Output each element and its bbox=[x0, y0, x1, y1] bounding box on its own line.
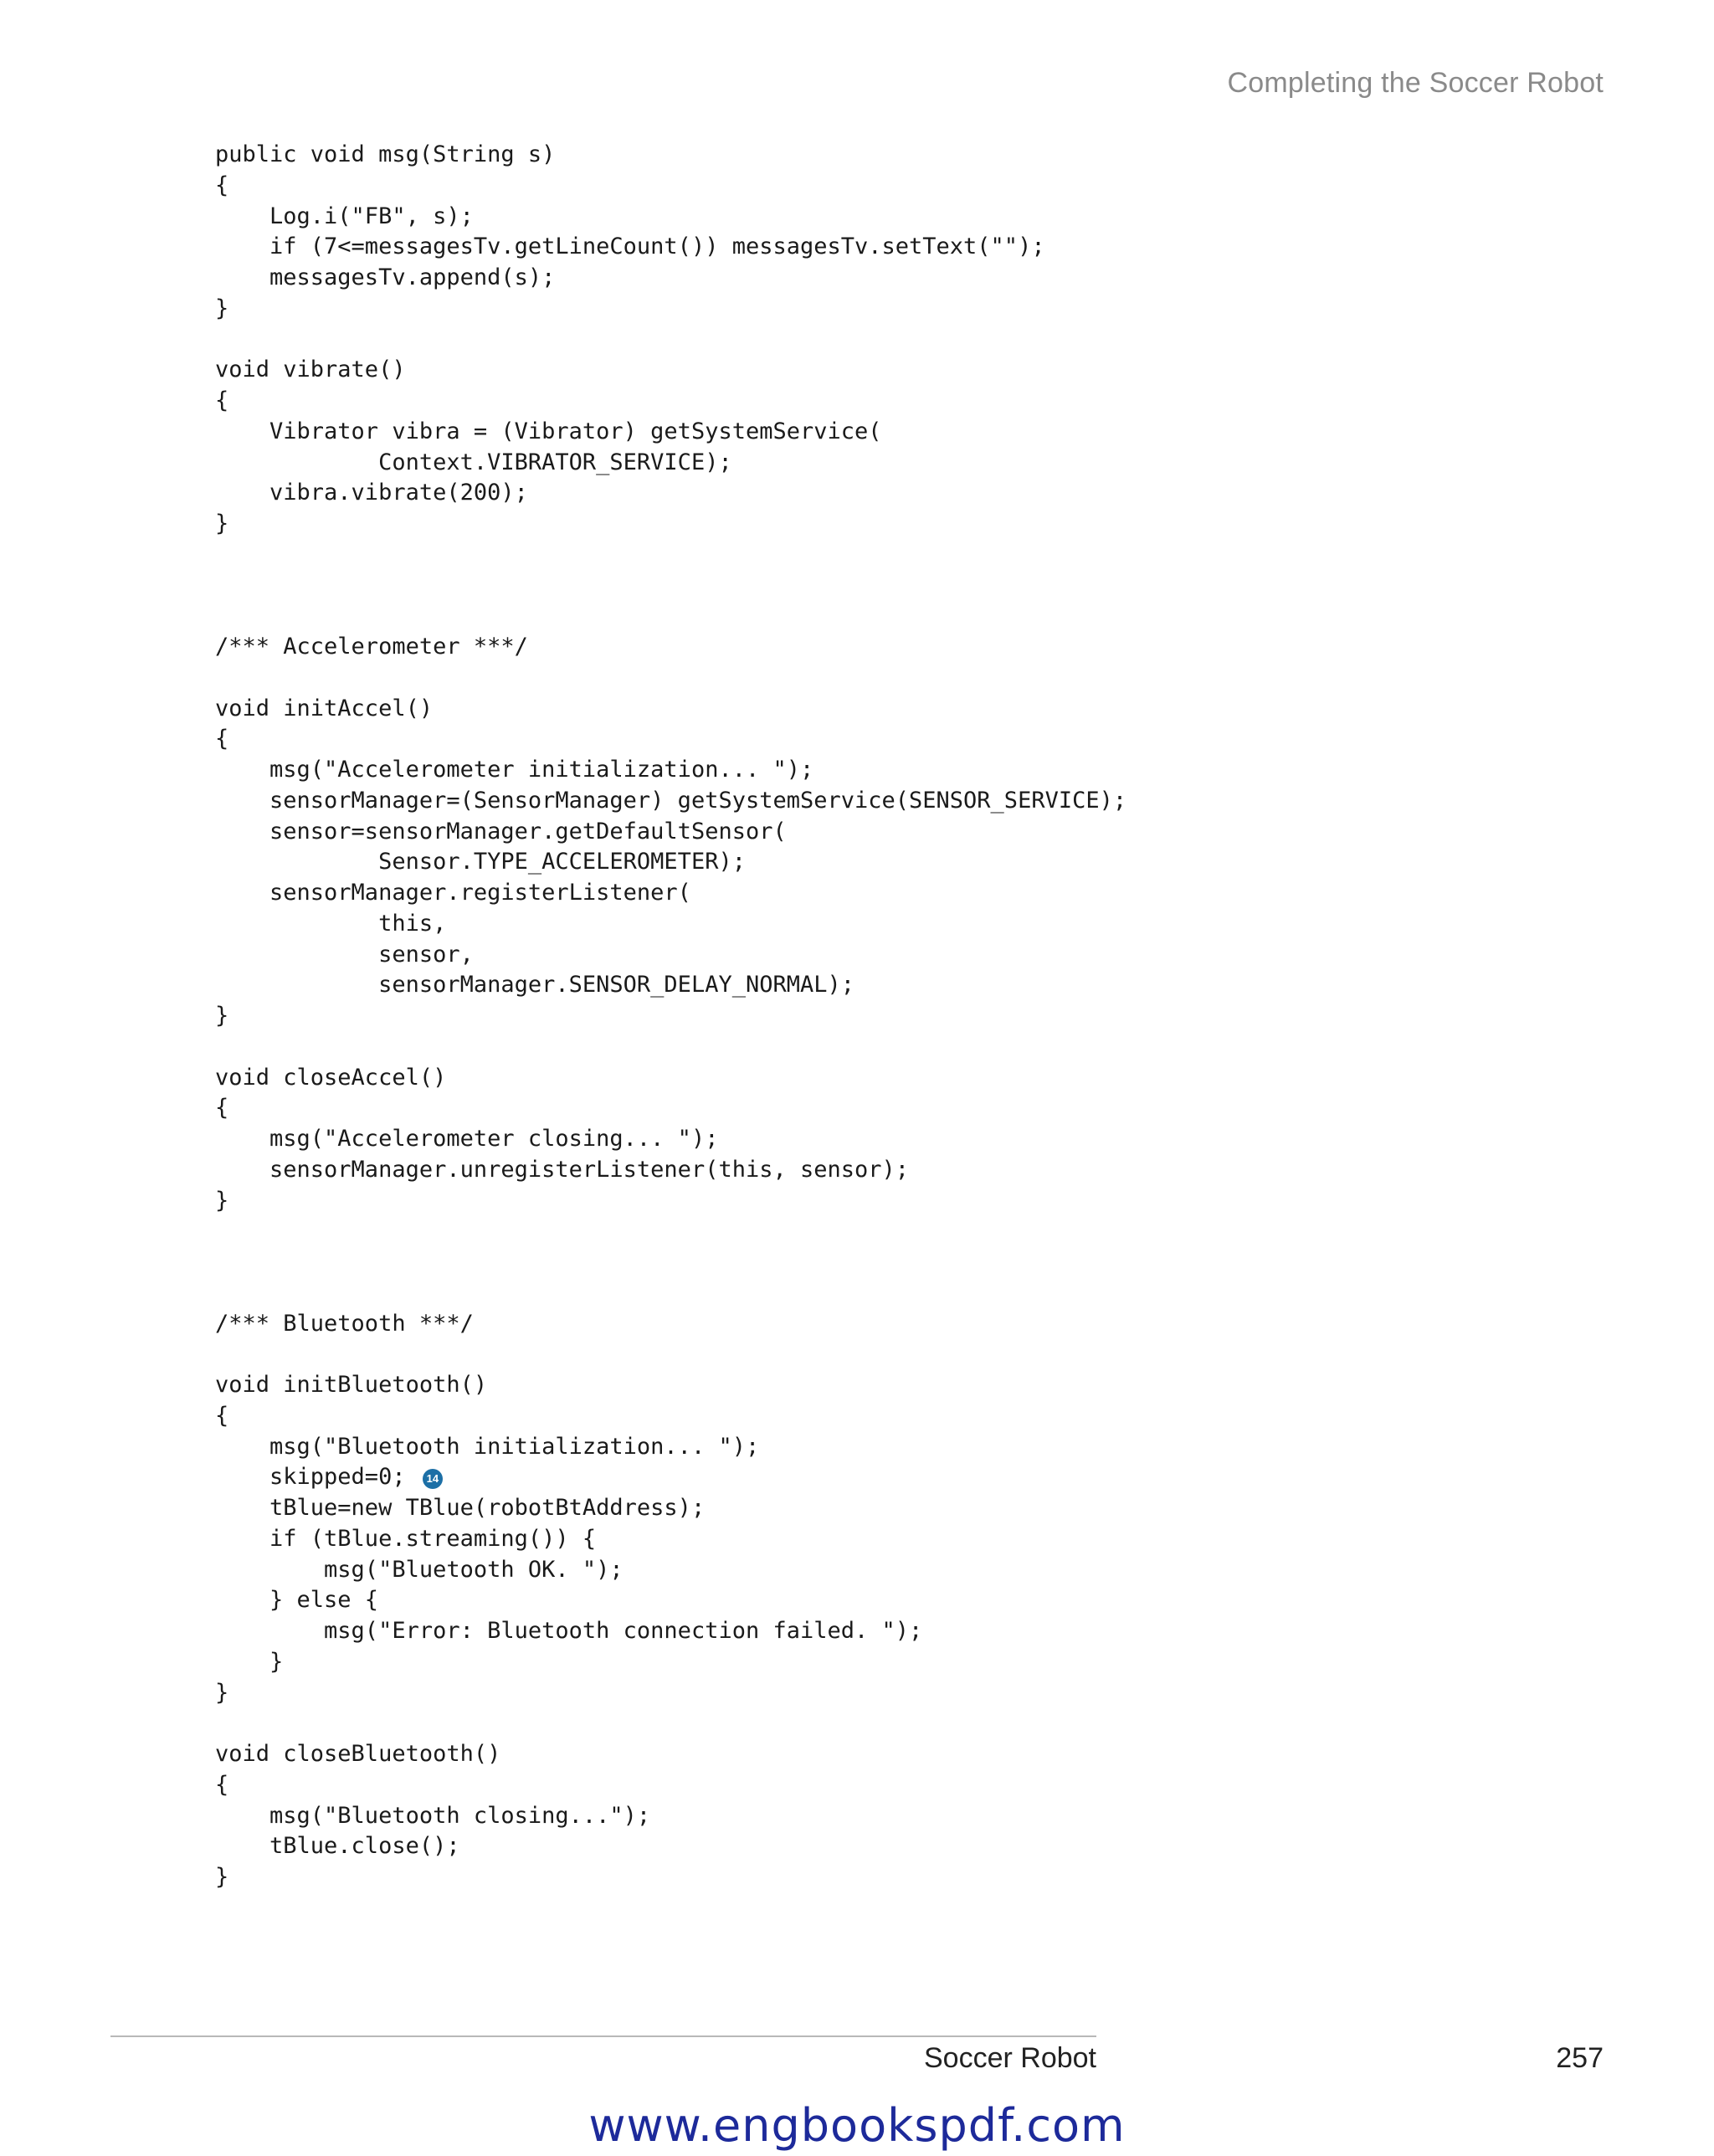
code-line: { bbox=[215, 388, 229, 413]
code-line: vibra.vibrate(200); bbox=[215, 480, 528, 506]
code-line: messagesTv.append(s); bbox=[215, 264, 556, 290]
code-line: public void msg(String s) bbox=[215, 141, 556, 167]
code-line: if (7<=messagesTv.getLineCount()) messagesTv.setText(""); bbox=[215, 234, 1045, 260]
code-line: Vibrator vibra = (Vibrator) getSystemService( bbox=[215, 418, 882, 444]
code-line: void closeBluetooth() bbox=[215, 1741, 501, 1767]
code-listing bbox=[215, 140, 1126, 1893]
code-line: msg("Accelerometer closing... "); bbox=[215, 1126, 719, 1152]
code-line: /*** Accelerometer ***/ bbox=[215, 634, 528, 660]
code-line: void initBluetooth() bbox=[215, 1372, 488, 1398]
code-line bbox=[215, 601, 1126, 632]
code-line: msg("Bluetooth initialization... "); bbox=[215, 1433, 760, 1460]
code-line: sensor=sensorManager.getDefaultSensor( bbox=[215, 818, 787, 844]
code-line: } bbox=[215, 1003, 229, 1029]
code-line: sensorManager=(SensorManager) getSystemService(SENSOR_SERVICE); bbox=[215, 787, 1127, 814]
code-line bbox=[215, 1278, 1126, 1309]
code-line bbox=[215, 663, 1126, 694]
code-line: msg("Bluetooth closing..."); bbox=[215, 1802, 651, 1829]
code-line-with-callout bbox=[215, 1462, 1126, 1493]
footer-divider bbox=[110, 2035, 1096, 2037]
watermark-link[interactable]: www.engbookspdf.com bbox=[588, 2099, 1126, 2152]
code-line: } bbox=[215, 1187, 229, 1214]
code-line bbox=[215, 540, 1126, 571]
code-line: sensorManager.SENSOR_DELAY_NORMAL); bbox=[215, 972, 855, 998]
code-line: sensorManager.registerListener( bbox=[215, 880, 691, 906]
code-line: { bbox=[215, 1402, 229, 1429]
code-line bbox=[215, 325, 1126, 356]
code-line: /*** Bluetooth ***/ bbox=[215, 1310, 474, 1337]
code-line bbox=[215, 1708, 1126, 1739]
code-line: sensorManager.unregisterListener(this, sensor); bbox=[215, 1156, 910, 1183]
code-line: { bbox=[215, 1771, 229, 1798]
code-line bbox=[215, 1032, 1126, 1063]
code-line: tBlue.close(); bbox=[215, 1833, 460, 1860]
code-line: tBlue=new TBlue(robotBtAddress); bbox=[215, 1495, 706, 1521]
code-line: } else { bbox=[215, 1587, 379, 1614]
code-line-text: skipped=0; bbox=[215, 1464, 419, 1491]
code-line: { bbox=[215, 172, 229, 198]
code-line: sensor, bbox=[215, 941, 474, 968]
code-line: msg("Bluetooth OK. "); bbox=[215, 1556, 624, 1583]
footer-section-title: Soccer Robot bbox=[924, 2042, 1096, 2074]
code-line bbox=[215, 1339, 1126, 1370]
code-line bbox=[215, 1216, 1126, 1247]
code-line: this, bbox=[215, 910, 447, 937]
code-line: } bbox=[215, 1679, 229, 1706]
running-head: Completing the Soccer Robot bbox=[1227, 67, 1604, 99]
code-line: void closeAccel() bbox=[215, 1064, 447, 1091]
code-line: msg("Accelerometer initialization... "); bbox=[215, 757, 814, 783]
code-line: if (tBlue.streaming()) { bbox=[215, 1525, 597, 1552]
code-line: } bbox=[215, 295, 229, 321]
code-line: { bbox=[215, 1095, 229, 1122]
code-line: void initAccel() bbox=[215, 695, 434, 721]
code-line: } bbox=[215, 511, 229, 536]
code-line: void vibrate() bbox=[215, 357, 406, 383]
code-line: } bbox=[215, 1864, 229, 1890]
callout-number-icon: 14 bbox=[423, 1469, 443, 1489]
page-number: 257 bbox=[1556, 2042, 1604, 2074]
code-line: Context.VIBRATOR_SERVICE); bbox=[215, 449, 732, 475]
code-line: msg("Error: Bluetooth connection failed. "); bbox=[215, 1618, 923, 1644]
code-line bbox=[215, 571, 1126, 602]
code-line: Log.i("FB", s); bbox=[215, 203, 474, 229]
code-line: { bbox=[215, 726, 229, 752]
code-line: } bbox=[215, 1648, 284, 1675]
code-line: Sensor.TYPE_ACCELEROMETER); bbox=[215, 849, 746, 875]
code-line bbox=[215, 1247, 1126, 1278]
